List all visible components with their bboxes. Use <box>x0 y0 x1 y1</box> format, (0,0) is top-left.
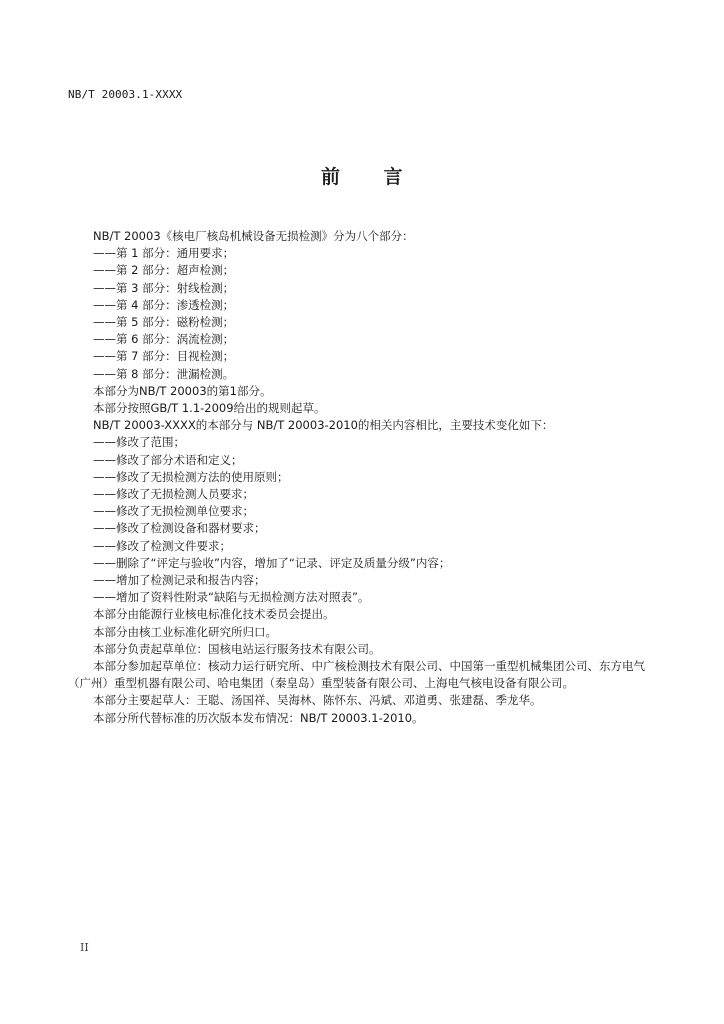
foreword-body <box>68 228 658 727</box>
part-list-item: ——第 1 部分：通用要求； <box>93 246 235 261</box>
part-list-item: ——第 6 部分：涡流检测； <box>93 332 235 347</box>
main-drafter-paragraph: 本部分负责起草单位：国核电站运行服务技术有限公司。 <box>93 641 381 656</box>
change-list-item: ——修改了无损检测人员要求； <box>93 487 254 502</box>
part-list-item: ——第 7 部分：目视检测； <box>93 349 235 364</box>
proposed-by-paragraph: 本部分由能源行业核电标准化技术委员会提出。 <box>93 607 335 622</box>
change-list-item: ——修改了检测文件要求； <box>93 538 231 553</box>
centralized-by-paragraph: 本部分由核工业标准化研究所归口。 <box>93 624 277 639</box>
change-list-item: ——修改了范围； <box>93 435 185 450</box>
page-title: 前 言 <box>320 166 404 188</box>
standard-number: NB/T 20003.1-XXXX <box>68 88 183 101</box>
part-list-item: ——第 3 部分：射线检测； <box>93 280 235 295</box>
change-list-item: ——修改了检测设备和器材要求； <box>93 521 266 536</box>
changes-intro-paragraph: NB/T 20003-XXXX的本部分与 NB/T 20003-2010的相关内容相比，主要技术变化如下： <box>93 418 554 433</box>
intro-paragraph: NB/T 20003《核电厂核岛机械设备无损检测》分为八个部分： <box>93 229 414 243</box>
this-part-paragraph: 本部分为NB/T 20003的第1部分。 <box>93 383 272 398</box>
change-list-item: ——删除了“评定与验收”内容，增加了“记录、评定及质量分级”内容； <box>93 555 451 570</box>
drafters-paragraph: 本部分主要起草人：王聪、汤国祥、吴海林、陈怀东、冯斌、邓道勇、张建磊、季龙华。 <box>93 693 542 708</box>
change-list-item: ——修改了部分术语和定义； <box>93 452 243 467</box>
change-list-item: ——增加了检测记录和报告内容； <box>93 573 266 588</box>
part-list-item: ——第 5 部分：磁粉检测； <box>93 315 235 330</box>
participants-paragraph: 本部分参加起草单位：核动力运行研究所、中广核检测技术有限公司、中国第一重型机械集团公司、东方电气（广州）重型机器有限公司、哈电集团（秦皇岛）重型装备有限公司、上海电气核电设备有限公司。 <box>68 659 645 691</box>
change-list-item: ——增加了资料性附录“缺陷与无损检测方法对照表”。 <box>93 590 370 605</box>
part-list-item: ——第 8 部分：泄漏检测。 <box>93 366 235 381</box>
drafting-rule-paragraph: 本部分按照GB/T 1.1-2009给出的规则起草。 <box>93 401 326 416</box>
part-list-item: ——第 4 部分：渗透检测； <box>93 297 235 312</box>
part-list-item: ——第 2 部分：超声检测； <box>93 263 235 278</box>
change-list-item: ——修改了无损检测单位要求； <box>93 504 254 519</box>
change-list-item: ——修改了无损检测方法的使用原则； <box>93 469 289 484</box>
history-paragraph: 本部分所代替标准的历次版本发布情况：NB/T 20003.1-2010。 <box>93 710 424 725</box>
page-number: II <box>80 941 89 954</box>
